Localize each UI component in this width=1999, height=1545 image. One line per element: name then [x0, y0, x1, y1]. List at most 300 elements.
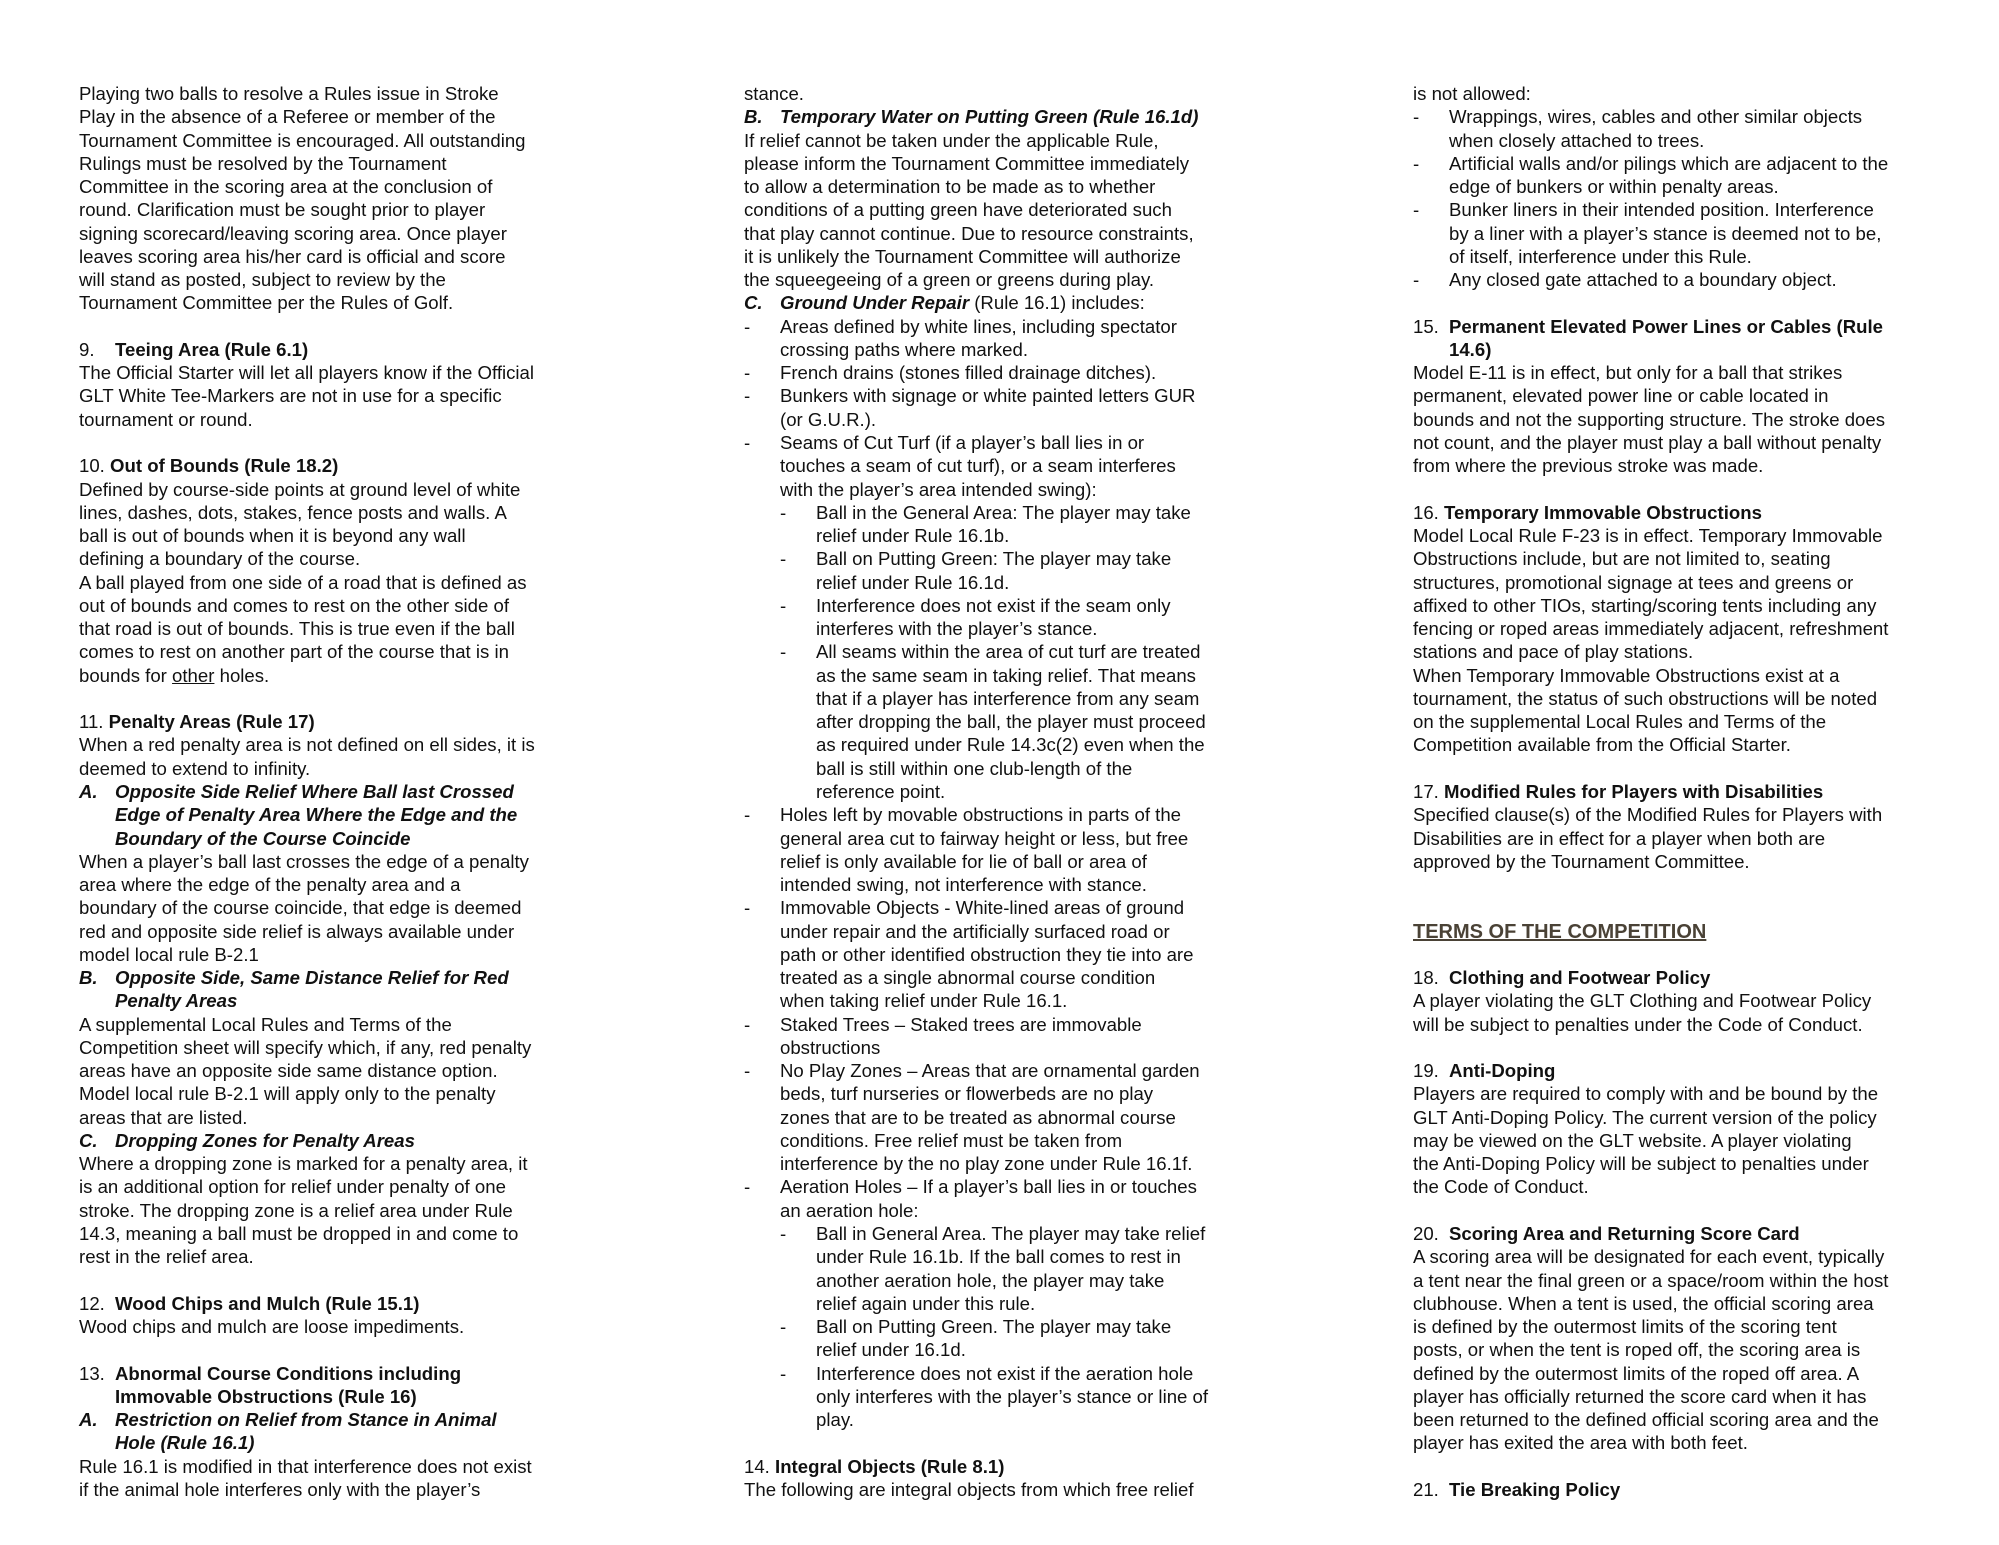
line-text: Permanent Elevated Power Lines or Cables (Rule — [1449, 315, 1883, 337]
line-text: Committee in the scoring area at the conclusion of — [79, 176, 493, 198]
line-text: Any closed gate attached to a boundary object. — [1449, 269, 1837, 291]
line-text: Penalty Areas (Rule 17) — [108, 711, 315, 733]
underlined-text: other — [172, 664, 215, 686]
bullet-item — [1413, 105, 1999, 128]
bullet-item-continued — [1413, 175, 1999, 198]
line-text: crossing paths where marked. — [780, 338, 1029, 360]
line-text: Ball on Putting Green: The player may take — [816, 548, 1172, 570]
line-text: Tie Breaking Policy — [1449, 1478, 1621, 1500]
body-text-line — [1413, 1152, 1999, 1175]
line-text: an aeration hole: — [780, 1199, 919, 1221]
bullet-item-continued — [744, 827, 1344, 850]
bullet-item-continued — [744, 1152, 1344, 1175]
body-text-line — [79, 1245, 679, 1268]
line-text: GLT Anti-Doping Policy. The current version of the policy — [1413, 1106, 1877, 1128]
line-text: If relief cannot be taken under the applicable Rule, — [744, 129, 1159, 151]
line-text: rest in the relief area. — [79, 1246, 254, 1268]
section-heading-continued — [79, 1385, 679, 1408]
body-text-line — [79, 617, 679, 640]
line-text: tournament, the status of such obstructions will be noted — [1413, 687, 1878, 709]
bullet-dash: - — [744, 1013, 751, 1035]
section-heading — [79, 1362, 679, 1385]
line-text: Tournament Committee is encouraged. All outstanding — [79, 129, 526, 151]
bullet-item-continued — [744, 478, 1344, 501]
line-text: Specified clause(s) of the Modified Rules for Players with — [1413, 804, 1883, 826]
sub-bullet-item — [744, 640, 1344, 663]
bullet-item-continued — [744, 920, 1344, 943]
line-text: Boundary of the Course Coincide — [115, 827, 411, 849]
sub-bullet-item — [744, 1362, 1344, 1385]
line-text: fencing or roped areas immediately adjacent, refreshment — [1413, 618, 1889, 640]
bullet-item — [744, 431, 1344, 454]
column-right — [1413, 82, 1999, 1501]
body-text-line — [1413, 803, 1999, 826]
line-text: defining a boundary of the course. — [79, 548, 361, 570]
bullet-item-continued — [744, 943, 1344, 966]
body-text-line — [79, 733, 679, 756]
line-text: may be viewed on the GLT website. A player violating — [1413, 1129, 1852, 1151]
body-text-line — [1413, 82, 1999, 105]
line-text: Restriction on Relief from Stance in Animal — [115, 1409, 497, 1431]
body-text-line — [744, 245, 1344, 268]
line-text: will be subject to penalties under the Code of Conduct. — [1413, 1013, 1863, 1035]
section-heading — [79, 710, 679, 733]
body-text-line — [79, 268, 679, 291]
line-text: bounds for — [79, 664, 173, 686]
line-text: play. — [816, 1409, 854, 1431]
subsection-heading — [744, 291, 1344, 314]
line-text: A supplemental Local Rules and Terms of the — [79, 1013, 452, 1035]
line-text: Model Local Rule F-23 is in effect. Temporary Immovable — [1413, 525, 1883, 547]
line-text: bounds and not the supporting structure. The stroke does — [1413, 408, 1886, 430]
line-text: intended swing, not interference with stance. — [780, 874, 1147, 896]
sub-bullet-item — [744, 594, 1344, 617]
sub-bullet-item — [744, 1222, 1344, 1245]
line-text: of itself, interference under this Rule. — [1449, 245, 1752, 267]
body-text-line — [744, 129, 1344, 152]
body-text-line — [79, 664, 679, 687]
blank-line — [1413, 1036, 1999, 1059]
line-text: another aeration hole, the player may take — [816, 1269, 1165, 1291]
sub-bullet-item — [744, 1315, 1344, 1338]
subsection-heading-continued — [79, 803, 679, 826]
body-text-line — [1413, 1245, 1999, 1268]
line-text-group — [79, 665, 269, 686]
line-text: that play cannot continue. Due to resource constraints, — [744, 222, 1194, 244]
body-text-line — [1413, 1385, 1999, 1408]
bullet-item — [1413, 268, 1999, 291]
bullet-dash: - — [780, 1223, 787, 1245]
sub-bullet-item-continued — [744, 1245, 1344, 1268]
section-number: A. — [79, 780, 98, 802]
body-text-line — [79, 105, 679, 128]
body-text-line — [79, 245, 679, 268]
line-text: as required under Rule 14.3c(2) even when the — [816, 734, 1205, 756]
line-text: Wrappings, wires, cables and other similar objects — [1449, 106, 1863, 128]
sub-bullet-item-continued — [744, 687, 1344, 710]
line-text: relief under Rule 16.1d. — [816, 571, 1010, 593]
subsection-heading-continued — [79, 1431, 679, 1454]
body-text-line — [79, 1082, 679, 1105]
body-text-line — [79, 1036, 679, 1059]
line-text: Hole (Rule 16.1) — [115, 1432, 255, 1454]
line-text: posts, or when the tent is roped off, the scoring area is — [1413, 1339, 1861, 1361]
line-text: Edge of Penalty Area Where the Edge and the — [115, 804, 518, 826]
bullet-item-continued — [1413, 222, 1999, 245]
body-text-line — [1413, 617, 1999, 640]
body-text-line — [79, 757, 679, 780]
line-text: red and opposite side relief is always available under — [79, 920, 515, 942]
body-text-line — [1413, 1175, 1999, 1198]
bullet-dash: - — [744, 362, 751, 384]
line-text: lines, dashes, dots, stakes, fence posts and walls. A — [79, 501, 507, 523]
line-text: a tent near the final green or a space/room within the host — [1413, 1269, 1889, 1291]
line-text: comes to rest on another part of the course that is in — [79, 641, 509, 663]
body-text-line — [79, 1059, 679, 1082]
bullet-item-continued — [744, 338, 1344, 361]
section-number: 18. — [1413, 967, 1439, 989]
body-text-line — [1413, 1431, 1999, 1454]
body-text-line — [79, 1315, 679, 1338]
line-text: by a liner with a player’s stance is deemed not to be, — [1449, 222, 1882, 244]
sub-bullet-item-continued — [744, 710, 1344, 733]
line-text: is not allowed: — [1413, 83, 1531, 104]
section-number: 14. — [744, 1455, 770, 1477]
body-text-line — [79, 1106, 679, 1129]
line-text: Holes left by movable obstructions in parts of the — [780, 804, 1182, 826]
line-text: Opposite Side, Same Distance Relief for Red — [115, 967, 509, 989]
line-text: Interference does not exist if the seam only — [816, 594, 1171, 616]
line-text: treated as a single abnormal course condition — [780, 967, 1156, 989]
line-text: the squeegeeing of a green or greens during play. — [744, 269, 1155, 291]
line-text: affixed to other TIOs, starting/scoring tents including any — [1413, 594, 1877, 616]
bullet-item — [744, 384, 1344, 407]
body-text-line — [744, 175, 1344, 198]
bullet-dash: - — [1413, 152, 1420, 174]
body-text-line — [79, 1222, 679, 1245]
line-text: area where the edge of the penalty area and a — [79, 874, 461, 896]
blank-line — [1413, 1199, 1999, 1222]
bullet-item-continued — [744, 454, 1344, 477]
line-text: to allow a determination to be made as to whether — [744, 176, 1156, 198]
sub-bullet-item-continued — [744, 617, 1344, 640]
line-text: When Temporary Immovable Obstructions exist at a — [1413, 664, 1840, 686]
body-text-line — [744, 268, 1344, 291]
line-text: that road is out of bounds. This is true even if the ball — [79, 618, 515, 640]
line-text: ball is out of bounds when it is beyond any wall — [79, 525, 466, 547]
sub-bullet-item-continued — [744, 733, 1344, 756]
line-text: zones that are to be treated as abnormal course — [780, 1106, 1176, 1128]
blank-line — [1413, 757, 1999, 780]
line-text: been returned to the defined official scoring area and the — [1413, 1409, 1879, 1431]
line-text: Playing two balls to resolve a Rules issue in Stroke — [79, 83, 499, 104]
line-text: under repair and the artificially surfaced road or — [780, 920, 1170, 942]
line-text: No Play Zones – Areas that are ornamental garden — [780, 1060, 1200, 1082]
line-text: stance. — [744, 83, 804, 104]
body-text-line — [79, 1152, 679, 1175]
sub-bullet-item-continued — [744, 524, 1344, 547]
bullet-dash: - — [780, 1316, 787, 1338]
line-text: Staked Trees – Staked trees are immovable — [780, 1013, 1142, 1035]
line-text: Rule 16.1 is modified in that interference does not exist — [79, 1455, 532, 1477]
body-text-line — [79, 524, 679, 547]
terms-heading — [1413, 920, 1999, 943]
line-text: general area cut to fairway height or less, but free — [780, 827, 1189, 849]
column-left — [79, 82, 679, 1501]
line-text: when taking relief under Rule 16.1. — [780, 990, 1068, 1012]
line-text: areas that are listed. — [79, 1106, 248, 1128]
line-text: under Rule 16.1b. If the ball comes to rest in — [816, 1246, 1181, 1268]
section-number: 9. — [79, 338, 95, 360]
line-text: A ball played from one side of a road that is defined as — [79, 571, 527, 593]
line-text: Players are required to comply with and be bound by the — [1413, 1083, 1879, 1105]
line-text: A player violating the GLT Clothing and Footwear Policy — [1413, 990, 1872, 1012]
line-text: beds, turf nurseries or flowerbeds are no play — [780, 1083, 1154, 1105]
section-number: 16. — [1413, 501, 1439, 523]
line-text: Integral Objects (Rule 8.1) — [775, 1455, 1005, 1477]
bullet-item-continued — [744, 408, 1344, 431]
subsection-heading-continued — [79, 827, 679, 850]
sub-bullet-item-continued — [744, 1269, 1344, 1292]
body-text-line — [79, 175, 679, 198]
bullet-item — [744, 361, 1344, 384]
line-text: Bunkers with signage or white painted letters GUR — [780, 385, 1196, 407]
body-text-line — [79, 82, 679, 105]
body-text-line — [1413, 524, 1999, 547]
line-text: Artificial walls and/or pilings which are adjacent to the — [1449, 152, 1889, 174]
bullet-dash: - — [780, 641, 787, 663]
bullet-item — [744, 1175, 1344, 1198]
body-text-line — [79, 1013, 679, 1036]
line-text: player has officially returned the score card when it has — [1413, 1385, 1867, 1407]
body-text-line — [1413, 1013, 1999, 1036]
subsection-heading — [79, 1408, 679, 1431]
line-text: relief is only available for lie of ball or area of — [780, 850, 1147, 872]
bullet-item — [744, 803, 1344, 826]
line-text: (or G.U.R.). — [780, 408, 877, 430]
bullet-dash: - — [744, 1060, 751, 1082]
line-text: interferes with the player’s stance. — [816, 618, 1098, 640]
bullet-item — [1413, 198, 1999, 221]
body-text-line — [1413, 1315, 1999, 1338]
line-text: stations and pace of play stations. — [1413, 641, 1694, 663]
bullet-dash: - — [744, 804, 751, 826]
bullet-dash: - — [780, 501, 787, 523]
section-number: 15. — [1413, 315, 1439, 337]
line-text: approved by the Tournament Committee. — [1413, 850, 1750, 872]
line-text: A scoring area will be designated for each event, typically — [1413, 1246, 1885, 1268]
body-text-line — [744, 198, 1344, 221]
line-text: ball is still within one club-length of the — [816, 757, 1133, 779]
line-text: as the same seam in taking relief. That means — [816, 664, 1196, 686]
line-text: Temporary Immovable Obstructions — [1444, 501, 1762, 523]
body-text-line — [744, 222, 1344, 245]
section-heading — [79, 454, 679, 477]
section-number: C. — [744, 292, 763, 314]
line-text: interference by the no play zone under Rule 16.1f. — [780, 1153, 1193, 1175]
body-text-line — [79, 547, 679, 570]
body-text-line — [1413, 1408, 1999, 1431]
bullet-dash: - — [1413, 106, 1420, 128]
bullet-item-continued — [744, 989, 1344, 1012]
bullet-dash: - — [744, 897, 751, 919]
subsection-heading — [79, 780, 679, 803]
line-text: after dropping the ball, the player must proceed — [816, 711, 1206, 733]
line-text: Play in the absence of a Referee or member of the — [79, 106, 496, 128]
section-number: 10. — [79, 455, 105, 477]
bullet-item-continued — [744, 1106, 1344, 1129]
body-text-line — [79, 873, 679, 896]
sub-bullet-item-continued — [744, 757, 1344, 780]
sub-bullet-item-continued — [744, 1385, 1344, 1408]
line-text: Ball in General Area. The player may take relief — [816, 1223, 1206, 1245]
line-text: Defined by course-side points at ground level of white — [79, 478, 521, 500]
line-text: player has exited the area with both feet. — [1413, 1432, 1748, 1454]
section-number: 19. — [1413, 1060, 1439, 1082]
sub-bullet-item — [744, 501, 1344, 524]
section-number: 21. — [1413, 1478, 1439, 1500]
line-text: Opposite Side Relief Where Ball last Crossed — [115, 780, 514, 802]
blank-line — [1413, 873, 1999, 896]
line-text: the Code of Conduct. — [1413, 1176, 1589, 1198]
line-text: will stand as posted, subject to review by the — [79, 269, 446, 291]
section-heading — [1413, 1222, 1999, 1245]
section-number: A. — [79, 1409, 98, 1431]
bullet-item-continued — [744, 850, 1344, 873]
line-text: French drains (stones filled drainage ditches). — [780, 362, 1157, 384]
line-text: Immovable Objects - White-lined areas of ground — [780, 897, 1185, 919]
line-text: Anti-Doping — [1449, 1060, 1556, 1082]
line-text: if the animal hole interferes only with the player’s — [79, 1478, 481, 1500]
line-text: with the player’s area intended swing): — [780, 478, 1097, 500]
blank-line — [1413, 943, 1999, 966]
line-text: round. Clarification must be sought prior to player — [79, 199, 486, 221]
body-text-line — [1413, 710, 1999, 733]
body-text-line — [1413, 454, 1999, 477]
body-text-line — [79, 152, 679, 175]
line-text: from where the previous stroke was made. — [1413, 455, 1764, 477]
line-text: stroke. The dropping zone is a relief area under Rule — [79, 1199, 513, 1221]
line-text: areas have an opposite side same distance option. — [79, 1060, 498, 1082]
line-text: reference point. — [816, 780, 946, 802]
line-text: it is unlikely the Tournament Committee will authorize — [744, 245, 1181, 267]
body-text-line — [79, 129, 679, 152]
bullet-item-continued — [744, 873, 1344, 896]
line-text: is an additional option for relief under penalty of one — [79, 1176, 506, 1198]
line-text: leaves scoring area his/her card is official and score — [79, 245, 506, 267]
line-text: conditions. Free relief must be taken from — [780, 1129, 1123, 1151]
line-text-rest: (Rule 16.1) includes: — [969, 292, 1145, 314]
line-text: Interference does not exist if the aeration hole — [816, 1362, 1194, 1384]
line-text: path or other identified obstruction they tie into are — [780, 943, 1194, 965]
line-text: Disabilities are in effect for a player when both are — [1413, 827, 1826, 849]
section-number: 12. — [79, 1292, 105, 1314]
line-text: conditions of a putting green have deteriorated such — [744, 199, 1172, 221]
body-text-line — [1413, 594, 1999, 617]
line-text-rest: holes. — [214, 664, 270, 686]
line-text: Scoring Area and Returning Score Card — [1449, 1223, 1800, 1245]
blank-line — [1413, 478, 1999, 501]
line-text: Out of Bounds (Rule 18.2) — [110, 455, 339, 477]
line-text: signing scorecard/leaving scoring area. Once player — [79, 222, 507, 244]
section-heading — [1413, 966, 1999, 989]
section-number: 20. — [1413, 1223, 1439, 1245]
blank-line — [1413, 896, 1999, 919]
line-text: The following are integral objects from which free relief — [744, 1478, 1194, 1500]
blank-line — [79, 315, 679, 338]
body-text-line — [79, 943, 679, 966]
section-number: 17. — [1413, 780, 1439, 802]
body-text-line — [79, 896, 679, 919]
bullet-item — [744, 896, 1344, 919]
line-text: relief under Rule 16.1b. — [816, 525, 1010, 547]
sub-bullet-item-continued — [744, 1408, 1344, 1431]
line-text: When a player’s ball last crosses the edge of a penalty — [79, 850, 529, 872]
line-text: All seams within the area of cut turf are treated — [816, 641, 1201, 663]
section-number: B. — [744, 106, 763, 128]
body-text-line — [79, 1175, 679, 1198]
line-text: Competition sheet will specify which, if any, red penalty — [79, 1036, 532, 1058]
body-text-line — [79, 1455, 679, 1478]
body-text-line — [1413, 1106, 1999, 1129]
line-text: TERMS OF THE COMPETITION — [1413, 920, 1707, 943]
bullet-item-continued — [1413, 245, 1999, 268]
body-text-line — [79, 361, 679, 384]
body-text-line — [1413, 361, 1999, 384]
line-text: Where a dropping zone is marked for a penalty area, it — [79, 1153, 528, 1175]
line-text: boundary of the course coincide, that edge is deemed — [79, 897, 522, 919]
body-text-line — [1413, 989, 1999, 1012]
line-text: Areas defined by white lines, including spectator — [780, 315, 1177, 337]
line-text: the Anti-Doping Policy will be subject to penalties under — [1413, 1153, 1869, 1175]
bullet-item — [744, 315, 1344, 338]
line-text: clubhouse. When a tent is used, the official scoring area — [1413, 1292, 1874, 1314]
body-text-line — [79, 478, 679, 501]
bullet-dash: - — [780, 1362, 787, 1384]
body-text-line — [1413, 1362, 1999, 1385]
sub-bullet-item-continued — [744, 1338, 1344, 1361]
subsection-heading — [744, 105, 1344, 128]
line-text: please inform the Tournament Committee immediately — [744, 152, 1190, 174]
line-text: Clothing and Footwear Policy — [1449, 967, 1711, 989]
bullet-dash: - — [744, 385, 751, 407]
body-text-line — [79, 198, 679, 221]
section-heading — [1413, 1059, 1999, 1082]
body-text-line — [1413, 664, 1999, 687]
line-text: only interferes with the player’s stance or line of — [816, 1385, 1209, 1407]
bullet-item-continued — [744, 1082, 1344, 1105]
line-text: Seams of Cut Turf (if a player’s ball lies in or — [780, 431, 1145, 453]
line-text: Model local rule B-2.1 will apply only to the penalty — [79, 1083, 496, 1105]
bullet-dash: - — [744, 1176, 751, 1198]
line-text: Rulings must be resolved by the Tournament — [79, 152, 447, 174]
line-text: not count, and the player must play a ball without penalty — [1413, 431, 1882, 453]
subsection-heading-continued — [79, 989, 679, 1012]
sub-bullet-item-continued — [744, 664, 1344, 687]
section-number: 13. — [79, 1362, 105, 1384]
line-text: Abnormal Course Conditions including — [115, 1362, 462, 1384]
section-number: 11. — [79, 711, 104, 733]
line-text: Ground Under Repair — [780, 292, 970, 314]
section-heading — [79, 338, 679, 361]
line-text: on the supplemental Local Rules and Terms of the — [1413, 711, 1827, 733]
section-heading — [1413, 780, 1999, 803]
body-text-line — [79, 850, 679, 873]
line-text: Tournament Committee per the Rules of Golf. — [79, 292, 454, 314]
line-text: is defined by the outermost limits of the scoring tent — [1413, 1316, 1837, 1338]
line-text: Wood Chips and Mulch (Rule 15.1) — [115, 1292, 420, 1314]
bullet-item-continued — [744, 1036, 1344, 1059]
